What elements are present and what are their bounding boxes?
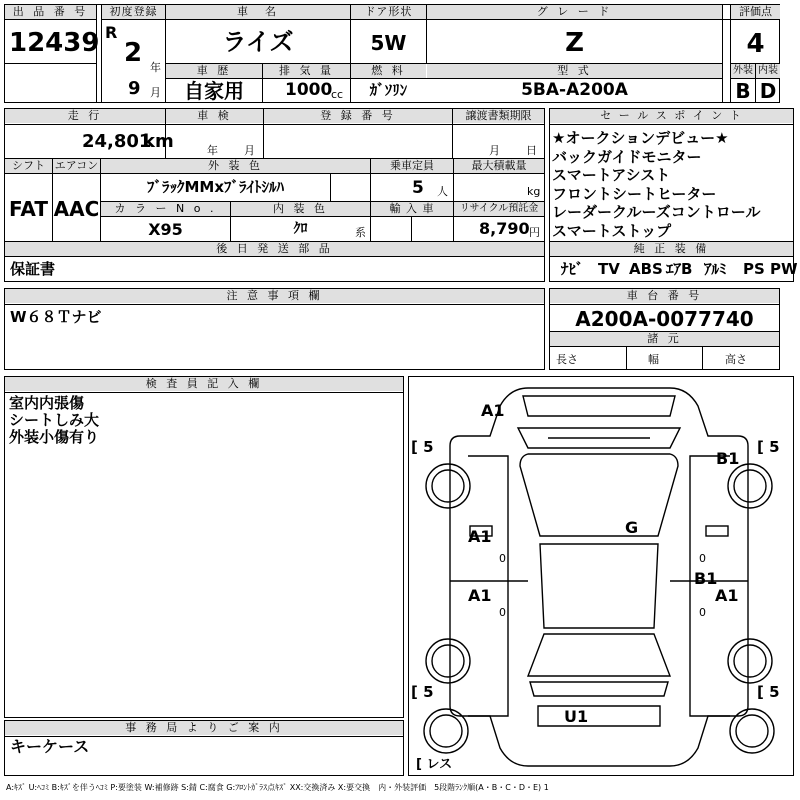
damage-label: A1 [481,401,505,420]
damage-label: A1 [468,586,492,605]
shift: FAT [9,197,48,221]
seats: 5 [412,178,424,198]
displacement-label: 排 気 量 [263,64,350,78]
aircon: AAC [53,197,100,221]
inspector-label: 検 査 員 記 入 欄 [5,377,403,391]
history: 自家用 [184,79,244,103]
inspection-year-unit: 年 [207,144,218,157]
displacement: 1000 [285,80,333,100]
aircon-label: エアコン [54,159,99,172]
damage-label: B1 [716,449,740,468]
ext-score: B [735,79,751,103]
tread-rear-right: [ 5 [757,683,780,701]
inspector-note: シートしみ大 [9,411,100,429]
import-label: 輸 入 車 [371,202,453,216]
chassis-number: A200A-0077740 [575,307,754,331]
displacement-unit: cc [331,88,344,101]
spec-height: 高さ [725,353,747,366]
grade: Z [565,28,584,58]
sales-point: ★オークションデビュー★ [552,129,729,147]
office-label: 事 務 局 よ り ご 案 内 [5,721,403,735]
recycle-label: リサイクル預託金 [454,202,544,216]
inspection-month-unit: 月 [244,144,255,157]
first-reg-label: 初度登録 [102,5,165,19]
recycle: 8,790 [479,219,530,238]
mileage: 24,801 [82,131,152,152]
inspector-note: 室内内張傷 [9,394,85,412]
sales-points-label: セ ー ル ス ポ イ ン ト [550,109,793,123]
office-note: キーケース [10,737,90,756]
sales-point: スマートストップ [552,221,672,240]
int-color: ｸﾛ [293,221,308,237]
damage-label: U1 [564,707,589,726]
equipment-label: 純 正 装 備 [550,242,793,256]
inspector-note: 外装小傷有り [9,428,100,446]
seats-unit: 人 [437,185,448,198]
history-label: 車 歴 [166,64,262,78]
equipment-item: ABS [629,260,663,278]
equipment-item: ﾅﾋﾞ [561,260,584,278]
load-unit: kg [527,185,541,198]
tread-front-right: [ 5 [757,438,780,456]
score: 4 [746,29,765,59]
tire-zero: 0 [699,606,706,619]
int-color-unit: 系 [355,226,366,239]
door-label: ドア形状 [351,5,426,19]
int-score-label: 内装 [758,65,778,76]
tread-front-left: [ 5 [411,438,434,456]
car-name: ライズ [222,28,294,56]
later-parts: 保証書 [10,260,56,278]
damage-label: G [625,518,639,537]
legend: A:ｷｽﾞ U:ﾍｺﾐ B:ｷｽﾞを伴うﾍｺﾐ P:要塗装 W:補修跡 S:錆 C:腐食 G:ﾌﾛﾝﾄｶﾞﾗｽ点ｷｽﾞ XX:交換済み X:要交換 内・外装評価 5段階ﾗﾝｸ順(A・B・C・D・E) 1 [6,783,549,792]
transfer-month-unit: 月 [489,144,500,157]
specs-label: 諸 元 [550,332,779,346]
spare-tire-note: [ レス [416,757,453,772]
sales-point: バックガイドモニター [552,147,702,166]
sales-point: レーダークルーズコントロール [552,203,761,221]
equipment-item: PS [743,260,765,278]
int-score: D [759,79,777,103]
damage-label: A1 [468,527,492,546]
later-parts-label: 後 日 発 送 部 品 [5,242,544,256]
load-label: 最大積載量 [454,159,544,173]
tread-rear-left: [ 5 [411,683,434,701]
score-label: 評価点 [731,5,780,19]
sales-points-list [552,129,761,240]
first-reg-month: 9 [128,78,141,99]
door-type: 5W [370,31,407,55]
recycle-unit: 円 [529,226,540,239]
ext-score-label: 外装 [733,65,753,76]
transfer-day-unit: 日 [526,144,537,157]
lot-label: 出 品 番 号 [5,5,96,19]
shift-label: シフト [5,159,52,173]
color-no: X95 [148,220,183,239]
fuel-label: 燃 料 [351,64,426,78]
first-reg-month-unit: 月 [150,86,161,99]
lot-number: 12439 [9,28,100,58]
spec-length: 長さ [556,353,578,366]
tire-zero: 0 [699,552,706,565]
damage-label: B1 [694,569,718,588]
car-outline-diagram [408,376,794,776]
equipment-item: ｱﾙﾐ [704,260,727,278]
chassis-label: 車 台 番 号 [550,289,779,303]
first-reg-year: 2 [124,38,143,68]
mileage-unit: km [143,131,174,152]
car-name-label: 車 名 [166,5,350,19]
tire-zero: 0 [499,606,506,619]
inspector-notes [9,395,99,446]
equipment-item: PW [770,260,798,278]
ext-color-label: 外 装 色 [101,159,370,173]
grade-label: グ レ ー ド [427,5,722,19]
color-no-label: カ ラ ー N o . [101,202,230,216]
fuel: ｶﾞｿﾘﾝ [369,81,408,99]
damage-label: A1 [715,586,739,605]
model: 5BA-A200A [521,80,628,100]
int-color-label: 内 装 色 [231,202,370,216]
notes: W６８Ｔナビ [10,308,102,326]
model-label: 型 式 [427,64,722,78]
seats-label: 乗車定員 [371,159,453,173]
spec-width: 幅 [648,353,659,366]
first-reg-era: R [105,23,118,42]
reg-no-label: 登 録 番 号 [264,109,452,123]
equipment-item: ｴｱB [666,260,693,278]
ext-color: ﾌﾞﾗｯｸMMxﾌﾞﾗｲﾄｼﾙﾊ [146,178,285,196]
inspection-label: 車 検 [166,109,263,123]
mileage-label: 走 行 [5,109,165,123]
first-reg-year-unit: 年 [150,61,161,74]
equipment-item: TV [598,260,620,278]
sales-point: スマートアシスト [552,166,671,184]
notes-label: 注 意 事 項 欄 [5,289,544,303]
transfer-label: 譲渡書類期限 [453,109,544,123]
tire-zero: 0 [499,552,506,565]
sales-point: フロントシートヒーター [552,184,717,203]
